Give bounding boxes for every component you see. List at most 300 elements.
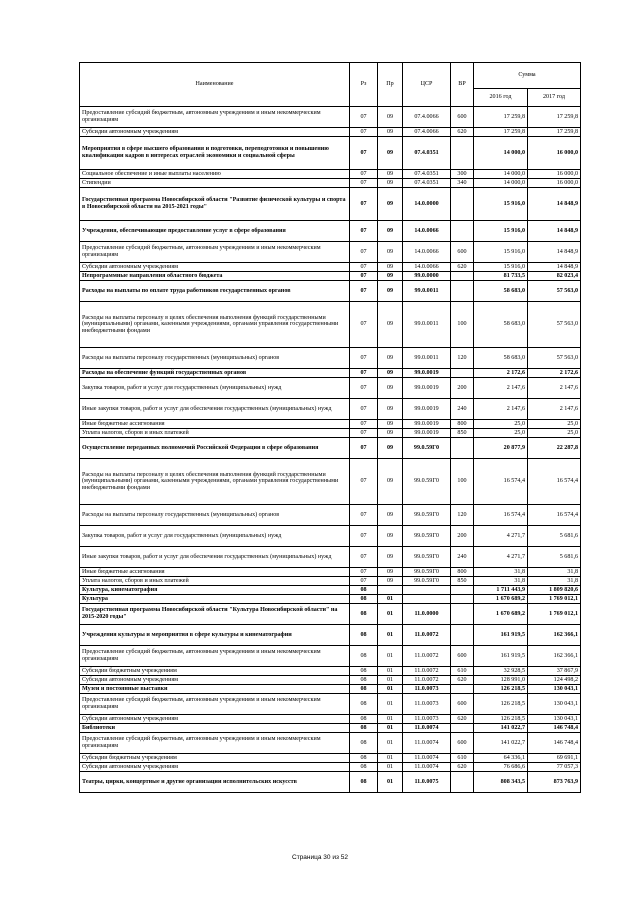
cell-vr	[451, 137, 474, 170]
cell-name: Библиотеки	[80, 724, 350, 733]
table-row	[80, 348, 581, 369]
cell-csr: 11.0.0074	[403, 763, 451, 772]
cell-vr: 850	[451, 429, 474, 438]
cell-vr	[451, 724, 474, 733]
cell-name: Субсидии автономным учреждениям	[80, 128, 350, 137]
cell-rz: 08	[350, 625, 378, 646]
cell-2017: 130 043,1	[528, 685, 581, 694]
cell-csr: 07.4.0351	[403, 137, 451, 170]
cell-2017: 31,8	[528, 577, 581, 586]
cell-vr: 620	[451, 763, 474, 772]
cell-rz: 07	[350, 577, 378, 586]
cell-pr: 09	[378, 429, 403, 438]
cell-2016: 141 022,7	[474, 724, 528, 733]
cell-rz: 07	[350, 188, 378, 221]
cell-2017: 146 748,4	[528, 733, 581, 754]
cell-rz: 08	[350, 694, 378, 715]
cell-vr: 600	[451, 107, 474, 128]
cell-name: Субсидии бюджетным учреждениям	[80, 667, 350, 676]
table-row	[80, 188, 581, 221]
table-row	[80, 263, 581, 272]
table-row	[80, 179, 581, 188]
cell-pr: 09	[378, 242, 403, 263]
cell-rz: 07	[350, 281, 378, 302]
cell-pr: 09	[378, 281, 403, 302]
cell-rz: 08	[350, 763, 378, 772]
table-row	[80, 399, 581, 420]
cell-name: Иные закупки товаров, работ и услуг для обеспечения государственных (муниципальных) нужд	[80, 547, 350, 568]
cell-pr: 09	[378, 505, 403, 526]
cell-2016: 16 574,4	[474, 505, 528, 526]
cell-name: Субсидии автономным учреждениям	[80, 263, 350, 272]
cell-2017: 162 366,1	[528, 646, 581, 667]
cell-pr: 09	[378, 263, 403, 272]
cell-2017: 14 848,9	[528, 242, 581, 263]
cell-2016: 81 733,5	[474, 272, 528, 281]
cell-vr	[451, 604, 474, 625]
cell-2016: 25,0	[474, 429, 528, 438]
table-row	[80, 772, 581, 793]
cell-pr: 09	[378, 221, 403, 242]
cell-pr: 09	[378, 420, 403, 429]
table-row	[80, 547, 581, 568]
cell-2017: 17 259,8	[528, 128, 581, 137]
cell-rz: 08	[350, 685, 378, 694]
cell-name: Учреждения, обеспечивающие предоставление услуг в сфере образования	[80, 221, 350, 242]
header-rz: Рз	[350, 63, 378, 107]
cell-2016: 161 919,5	[474, 646, 528, 667]
cell-csr: 14.0.0066	[403, 221, 451, 242]
cell-2016: 64 336,1	[474, 754, 528, 763]
cell-rz: 07	[350, 505, 378, 526]
cell-csr: 99.0.0019	[403, 399, 451, 420]
cell-csr: 99.0.59Г0	[403, 526, 451, 547]
cell-rz: 08	[350, 604, 378, 625]
cell-2017: 146 748,4	[528, 724, 581, 733]
cell-name: Непрограммные направления областного бюджета	[80, 272, 350, 281]
table-row	[80, 604, 581, 625]
cell-pr: 09	[378, 188, 403, 221]
header-vr: ВР	[451, 63, 474, 107]
cell-csr: 11.0.0074	[403, 724, 451, 733]
cell-vr	[451, 369, 474, 378]
cell-rz: 07	[350, 242, 378, 263]
cell-2017: 25,0	[528, 429, 581, 438]
table-row	[80, 281, 581, 302]
cell-2016: 4 271,7	[474, 526, 528, 547]
cell-vr: 340	[451, 179, 474, 188]
header-name: Наименование	[80, 63, 350, 107]
cell-2016: 126 218,5	[474, 694, 528, 715]
header-pr: Пр	[378, 63, 403, 107]
cell-pr	[378, 586, 403, 595]
cell-rz: 08	[350, 772, 378, 793]
table-row	[80, 646, 581, 667]
cell-2016: 17 259,8	[474, 128, 528, 137]
cell-vr	[451, 772, 474, 793]
cell-pr: 09	[378, 107, 403, 128]
cell-2017: 14 848,9	[528, 188, 581, 221]
cell-csr: 99.0.0019	[403, 369, 451, 378]
table-row	[80, 595, 581, 604]
cell-2016: 15 916,0	[474, 242, 528, 263]
cell-2016: 2 172,6	[474, 369, 528, 378]
cell-name: Осуществление переданных полномочий Российской Федерации в сфере образования	[80, 438, 350, 459]
cell-csr: 99.0.59Г0	[403, 547, 451, 568]
cell-2017: 31,8	[528, 568, 581, 577]
cell-csr: 99.0.0000	[403, 272, 451, 281]
cell-vr: 610	[451, 667, 474, 676]
cell-2017: 1 769 012,1	[528, 604, 581, 625]
cell-2017: 37 867,9	[528, 667, 581, 676]
cell-csr	[403, 586, 451, 595]
cell-csr: 07.4.0351	[403, 179, 451, 188]
table-row	[80, 763, 581, 772]
cell-csr: 07.4.0351	[403, 170, 451, 179]
cell-pr: 01	[378, 646, 403, 667]
cell-rz: 07	[350, 128, 378, 137]
cell-2016: 141 022,7	[474, 733, 528, 754]
cell-2016: 32 928,5	[474, 667, 528, 676]
cell-2016: 161 919,5	[474, 625, 528, 646]
header-sum: Сумма	[474, 63, 581, 89]
cell-vr: 620	[451, 128, 474, 137]
cell-2016: 31,8	[474, 577, 528, 586]
cell-rz: 08	[350, 646, 378, 667]
cell-name: Субсидии автономным учреждениям	[80, 715, 350, 724]
cell-2017: 2 172,6	[528, 369, 581, 378]
cell-csr: 11.0.0074	[403, 754, 451, 763]
table-row	[80, 577, 581, 586]
cell-name: Субсидии автономным учреждениям	[80, 676, 350, 685]
header-csr: ЦСР	[403, 63, 451, 107]
table-row	[80, 242, 581, 263]
table-row	[80, 505, 581, 526]
cell-pr: 09	[378, 272, 403, 281]
cell-csr: 11.0.0075	[403, 772, 451, 793]
cell-2017: 16 000,0	[528, 179, 581, 188]
cell-name: Предоставление субсидий бюджетным, автономным учреждениям и иным некоммерческим организациям	[80, 107, 350, 128]
cell-2016: 58 683,0	[474, 302, 528, 348]
cell-name: Иные бюджетные ассигнования	[80, 420, 350, 429]
cell-2016: 126 218,5	[474, 715, 528, 724]
cell-csr: 99.0.59Г0	[403, 459, 451, 505]
cell-name: Уплата налогов, сборов и иных платежей	[80, 577, 350, 586]
cell-csr: 99.0.0019	[403, 378, 451, 399]
cell-rz: 07	[350, 526, 378, 547]
cell-vr: 300	[451, 170, 474, 179]
cell-rz: 07	[350, 568, 378, 577]
cell-vr: 200	[451, 378, 474, 399]
cell-2017: 57 563,0	[528, 281, 581, 302]
cell-name: Государственная программа Новосибирской области "Культура Новосибирской области" на 2015-2020 годы"	[80, 604, 350, 625]
cell-csr: 99.0.0019	[403, 420, 451, 429]
cell-pr: 01	[378, 604, 403, 625]
cell-name: Театры, цирки, концертные и другие организации исполнительских искусств	[80, 772, 350, 793]
cell-pr: 01	[378, 724, 403, 733]
table-row	[80, 420, 581, 429]
cell-vr: 600	[451, 646, 474, 667]
cell-pr: 09	[378, 179, 403, 188]
cell-name: Мероприятия в сфере высшего образования и подготовки, переподготовки и повышению квалификации кадров в интересах отраслей экономики и социальной сферы	[80, 137, 350, 170]
cell-pr: 09	[378, 348, 403, 369]
cell-rz: 07	[350, 429, 378, 438]
table-row	[80, 586, 581, 595]
cell-2016: 15 916,0	[474, 263, 528, 272]
cell-rz: 08	[350, 676, 378, 685]
cell-vr: 800	[451, 420, 474, 429]
cell-vr	[451, 272, 474, 281]
cell-csr: 99.0.59Г0	[403, 438, 451, 459]
cell-2016: 14 000,0	[474, 179, 528, 188]
cell-csr: 99.0.59Г0	[403, 577, 451, 586]
cell-rz: 07	[350, 420, 378, 429]
cell-2017: 82 023,4	[528, 272, 581, 281]
cell-2017: 14 848,9	[528, 263, 581, 272]
cell-pr: 01	[378, 595, 403, 604]
cell-vr: 600	[451, 694, 474, 715]
cell-2016: 808 343,5	[474, 772, 528, 793]
cell-name: Стипендии	[80, 179, 350, 188]
cell-csr: 99.0.0011	[403, 348, 451, 369]
cell-name: Субсидии бюджетным учреждениям	[80, 754, 350, 763]
cell-csr: 99.0.0019	[403, 429, 451, 438]
cell-2017: 14 848,9	[528, 221, 581, 242]
cell-2016: 14 000,0	[474, 170, 528, 179]
table-row	[80, 754, 581, 763]
cell-2016: 1 670 689,2	[474, 595, 528, 604]
cell-name: Социальное обеспечение и иные выплаты населению	[80, 170, 350, 179]
cell-vr: 240	[451, 547, 474, 568]
cell-csr: 11.0.0073	[403, 694, 451, 715]
cell-pr: 09	[378, 547, 403, 568]
cell-2017: 124 498,2	[528, 676, 581, 685]
cell-name: Субсидии автономным учреждениям	[80, 763, 350, 772]
table-row	[80, 625, 581, 646]
cell-pr: 09	[378, 526, 403, 547]
cell-2017: 77 057,3	[528, 763, 581, 772]
cell-rz: 08	[350, 754, 378, 763]
budget-table	[79, 62, 581, 793]
cell-csr: 99.0.0011	[403, 281, 451, 302]
cell-csr: 14.0.0066	[403, 242, 451, 263]
table-row	[80, 715, 581, 724]
cell-2016: 14 000,0	[474, 137, 528, 170]
cell-csr: 11.0.0073	[403, 685, 451, 694]
cell-name: Закупка товаров, работ и услуг для государственных (муниципальных) нужд	[80, 378, 350, 399]
cell-2017: 1 809 820,6	[528, 586, 581, 595]
cell-2016: 16 574,4	[474, 459, 528, 505]
cell-pr: 01	[378, 733, 403, 754]
cell-2017: 873 763,9	[528, 772, 581, 793]
cell-vr	[451, 625, 474, 646]
cell-name: Закупка товаров, работ и услуг для государственных (муниципальных) нужд	[80, 526, 350, 547]
cell-name: Учреждения культуры и мероприятия в сфере культуры и кинематографии	[80, 625, 350, 646]
table-row	[80, 685, 581, 694]
table-row	[80, 137, 581, 170]
cell-2017: 16 574,4	[528, 505, 581, 526]
cell-vr	[451, 438, 474, 459]
table-row	[80, 694, 581, 715]
cell-pr: 01	[378, 715, 403, 724]
cell-rz: 07	[350, 547, 378, 568]
cell-rz: 07	[350, 137, 378, 170]
cell-vr: 620	[451, 715, 474, 724]
table-row	[80, 429, 581, 438]
cell-name: Расходы на выплаты персоналу государственных (муниципальных) органов	[80, 505, 350, 526]
cell-rz: 08	[350, 667, 378, 676]
cell-csr: 07.4.0066	[403, 107, 451, 128]
cell-name: Музеи и постоянные выставки	[80, 685, 350, 694]
table-row	[80, 107, 581, 128]
cell-name: Расходы на выплаты персоналу в целях обеспечения выполнения функций государственными (муниципальными) органами, казенными учреждениями, органами управления государственными внебюджетными фондами	[80, 302, 350, 348]
cell-pr: 09	[378, 399, 403, 420]
cell-vr	[451, 188, 474, 221]
cell-name: Государственная программа Новосибирской области "Развитие физической культуры и спорта в Новосибирской области на 2015-2021 годы"	[80, 188, 350, 221]
table-body	[80, 107, 581, 793]
cell-vr: 850	[451, 577, 474, 586]
header-year-2016: 2016 год	[474, 89, 528, 107]
cell-pr: 09	[378, 378, 403, 399]
cell-name: Расходы на выплаты по оплате труда работников государственных органов	[80, 281, 350, 302]
cell-name: Культура	[80, 595, 350, 604]
cell-rz: 08	[350, 724, 378, 733]
cell-pr: 01	[378, 754, 403, 763]
cell-csr: 07.4.0066	[403, 128, 451, 137]
cell-pr: 09	[378, 137, 403, 170]
cell-rz: 07	[350, 170, 378, 179]
table-row	[80, 170, 581, 179]
cell-pr: 01	[378, 667, 403, 676]
cell-2017: 16 574,4	[528, 459, 581, 505]
cell-name: Расходы на выплаты персоналу в целях обеспечения выполнения функций государственными (муниципальными) органами, казенными учреждениями, органами управления государственными внебюджетными фондами	[80, 459, 350, 505]
cell-2016: 4 271,7	[474, 547, 528, 568]
cell-pr: 01	[378, 763, 403, 772]
cell-vr: 120	[451, 348, 474, 369]
cell-2017: 5 681,6	[528, 526, 581, 547]
cell-vr: 100	[451, 459, 474, 505]
cell-rz: 07	[350, 369, 378, 378]
cell-rz: 08	[350, 586, 378, 595]
table-row	[80, 369, 581, 378]
cell-vr: 620	[451, 676, 474, 685]
cell-vr: 200	[451, 526, 474, 547]
cell-vr	[451, 221, 474, 242]
cell-pr: 09	[378, 128, 403, 137]
cell-rz: 07	[350, 179, 378, 188]
cell-vr: 620	[451, 263, 474, 272]
table-row	[80, 459, 581, 505]
cell-rz: 07	[350, 438, 378, 459]
cell-name: Предоставление субсидий бюджетным, автономным учреждениям и иным некоммерческим организациям	[80, 242, 350, 263]
cell-csr: 11.0.0072	[403, 667, 451, 676]
table-row	[80, 272, 581, 281]
cell-csr: 11.0.0074	[403, 733, 451, 754]
cell-name: Расходы на выплаты персоналу государственных (муниципальных) органов	[80, 348, 350, 369]
cell-csr: 99.0.0011	[403, 302, 451, 348]
table-row	[80, 724, 581, 733]
cell-name: Иные бюджетные ассигнования	[80, 568, 350, 577]
cell-2017: 17 259,8	[528, 107, 581, 128]
cell-vr: 610	[451, 754, 474, 763]
budget-sheet	[79, 62, 580, 793]
cell-name: Расходы на обеспечение функций государственных органов	[80, 369, 350, 378]
cell-rz: 07	[350, 378, 378, 399]
cell-csr: 14.0.0066	[403, 263, 451, 272]
cell-rz: 07	[350, 459, 378, 505]
cell-2017: 5 681,6	[528, 547, 581, 568]
cell-name: Уплата налогов, сборов и иных платежей	[80, 429, 350, 438]
cell-2017: 69 691,1	[528, 754, 581, 763]
cell-pr: 09	[378, 302, 403, 348]
table-row	[80, 667, 581, 676]
cell-pr: 01	[378, 694, 403, 715]
table-row	[80, 526, 581, 547]
cell-2017: 130 043,1	[528, 715, 581, 724]
cell-vr: 600	[451, 733, 474, 754]
table-row	[80, 568, 581, 577]
cell-csr: 99.0.59Г0	[403, 505, 451, 526]
cell-csr: 11.0.0072	[403, 625, 451, 646]
page-number: Страница 30 из 52	[292, 854, 348, 861]
cell-2016: 1 711 443,9	[474, 586, 528, 595]
cell-vr	[451, 586, 474, 595]
cell-pr: 01	[378, 625, 403, 646]
cell-csr: 11.0.0073	[403, 715, 451, 724]
cell-2016: 15 916,0	[474, 188, 528, 221]
cell-pr: 09	[378, 568, 403, 577]
cell-vr	[451, 281, 474, 302]
table-row	[80, 378, 581, 399]
cell-2016: 1 670 689,2	[474, 604, 528, 625]
cell-2016: 128 991,0	[474, 676, 528, 685]
cell-2016: 76 686,6	[474, 763, 528, 772]
cell-2016: 2 147,6	[474, 378, 528, 399]
cell-csr	[403, 595, 451, 604]
cell-2016: 20 877,9	[474, 438, 528, 459]
cell-2017: 22 287,8	[528, 438, 581, 459]
cell-rz: 08	[350, 733, 378, 754]
cell-csr: 11.0.0000	[403, 604, 451, 625]
table-row	[80, 733, 581, 754]
cell-pr: 01	[378, 772, 403, 793]
table-row	[80, 128, 581, 137]
table-row	[80, 221, 581, 242]
header-year-2017: 2017 год	[528, 89, 581, 107]
cell-pr: 01	[378, 685, 403, 694]
cell-2017: 57 563,0	[528, 302, 581, 348]
table-row	[80, 302, 581, 348]
cell-pr: 09	[378, 170, 403, 179]
cell-rz: 07	[350, 221, 378, 242]
cell-name: Предоставление субсидий бюджетным, автономным учреждениям и иным некоммерческим организациям	[80, 694, 350, 715]
cell-2016: 126 218,5	[474, 685, 528, 694]
cell-pr: 09	[378, 369, 403, 378]
header-row	[80, 63, 581, 89]
cell-2017: 130 043,1	[528, 694, 581, 715]
cell-pr: 01	[378, 676, 403, 685]
cell-name: Культура, кинематография	[80, 586, 350, 595]
cell-2017: 57 563,0	[528, 348, 581, 369]
cell-2017: 162 366,1	[528, 625, 581, 646]
cell-rz: 07	[350, 272, 378, 281]
cell-csr: 11.0.0072	[403, 646, 451, 667]
cell-name: Предоставление субсидий бюджетным, автономным учреждениям и иным некоммерческим организациям	[80, 733, 350, 754]
cell-pr: 09	[378, 459, 403, 505]
cell-rz: 08	[350, 715, 378, 724]
cell-pr: 09	[378, 438, 403, 459]
cell-rz: 07	[350, 263, 378, 272]
